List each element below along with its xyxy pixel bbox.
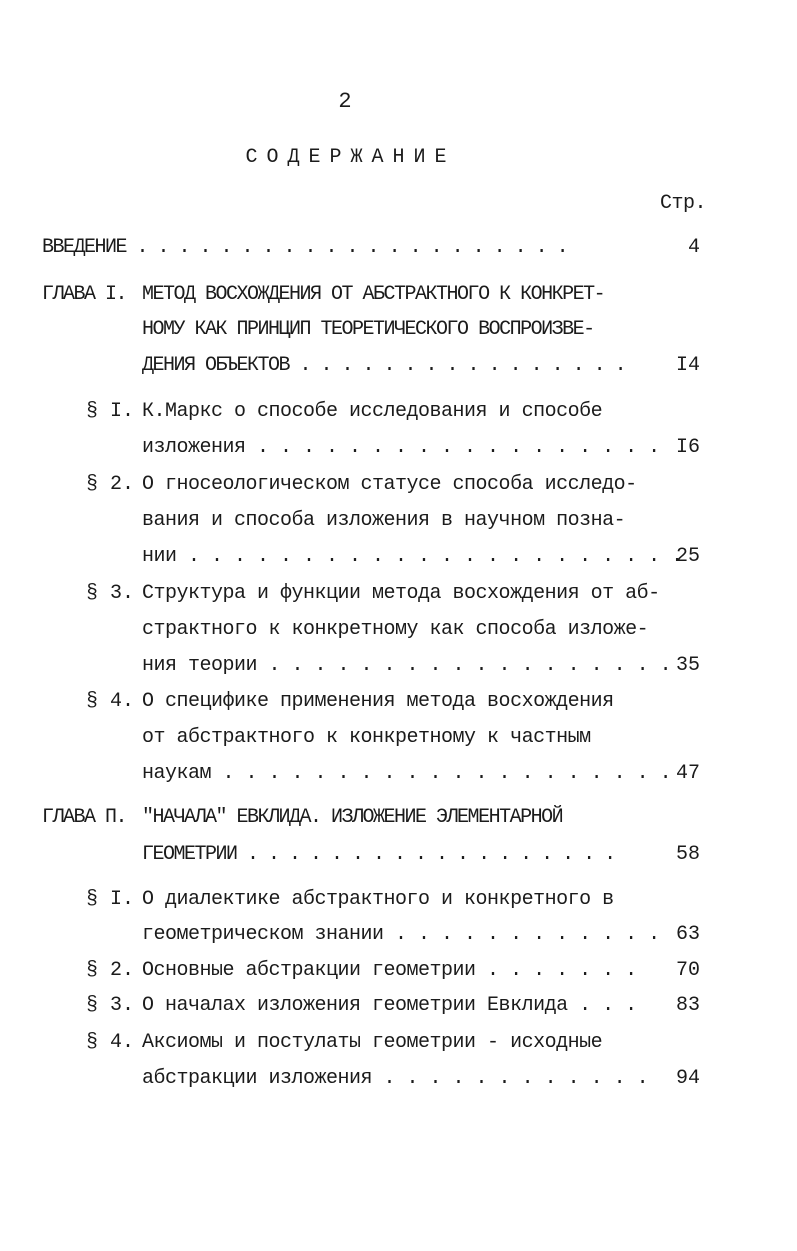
entry-page-number: 83 <box>675 994 700 1017</box>
entry-line: Структура и функции метода восхождения от аб- <box>142 582 660 605</box>
section-label: § 3. <box>86 582 135 605</box>
entry-page-number: 47 <box>675 762 700 785</box>
entry-line: нии . . . . . . . . . . . . . . . . . . . . . . <box>142 545 683 568</box>
entry-line: ния теории . . . . . . . . . . . . . . . . . . <box>142 654 672 677</box>
entry-page-number: 58 <box>675 843 700 866</box>
chapter-label: ГЛАВА П. <box>42 806 127 829</box>
entry-page-number: I4 <box>675 354 700 377</box>
entry-line: от абстрактного к конкретному к частным <box>142 726 591 749</box>
section-label: § 2. <box>86 473 135 496</box>
entry-line: геометрическом знании . . . . . . . . . . . . <box>142 923 660 946</box>
entry-line: О гносеологическом статусе способа исследо- <box>142 473 637 496</box>
entry-line: "НАЧАЛА" ЕВКЛИДА. ИЗЛОЖЕНИЕ ЭЛЕМЕНТАРНОЙ <box>142 806 563 829</box>
entry-line: абстракции изложения . . . . . . . . . . . . <box>142 1067 649 1090</box>
entry-page-number: I6 <box>675 436 700 459</box>
entry-page-number: 4 <box>687 236 700 259</box>
section-label: § 4. <box>86 690 135 713</box>
entry-line: МЕТОД ВОСХОЖДЕНИЯ ОТ АБСТРАКТНОГО К КОНКРЕТ- <box>142 283 605 306</box>
entry-line: НОМУ КАК ПРИНЦИП ТЕОРЕТИЧЕСКОГО ВОСПРОИЗВЕ- <box>142 318 594 341</box>
entry-line: ДЕНИЯ ОБЪЕКТОВ . . . . . . . . . . . . . . . . <box>142 354 626 377</box>
entry-line: ГЕОМЕТРИИ . . . . . . . . . . . . . . . . . . <box>142 843 615 866</box>
entry-line: О специфике применения метода восхождения <box>142 690 614 713</box>
entry-page-number: 70 <box>675 959 700 982</box>
page-number: 2 <box>338 89 352 114</box>
toc-title: СОДЕРЖАНИЕ <box>245 146 456 169</box>
section-label: § I. <box>86 400 135 423</box>
entry-page-number: 25 <box>675 545 700 568</box>
chapter-label: ГЛАВА I. <box>42 283 127 306</box>
entry-page-number: 63 <box>675 923 700 946</box>
entry-line: К.Маркс о способе исследования и способе <box>142 400 603 423</box>
section-label: § 4. <box>86 1031 135 1054</box>
section-label: § 2. <box>86 959 135 982</box>
entry-line: наукам . . . . . . . . . . . . . . . . . . . . <box>142 762 672 785</box>
entry-page-number: 35 <box>675 654 700 677</box>
entry-line: изложения . . . . . . . . . . . . . . . . . . <box>142 436 660 459</box>
page-column-header: Стр. <box>660 192 707 215</box>
entry-line: Аксиомы и постулаты геометрии - исходные <box>142 1031 603 1054</box>
entry-line: Основные абстракции геометрии . . . . . . . <box>142 959 637 982</box>
entry-line: вания и способа изложения в научном позна- <box>142 509 626 532</box>
entry-line: О началах изложения геометрии Евклида . . . <box>142 994 637 1017</box>
entry-line: О диалектике абстрактного и конкретного в <box>142 888 614 911</box>
entry-page-number: 94 <box>675 1067 700 1090</box>
section-label: § 3. <box>86 994 135 1017</box>
section-label: § I. <box>86 888 135 911</box>
entry-line: страктного к конкретному как способа изложе- <box>142 618 649 641</box>
entry-line: ВВЕДЕНИЕ . . . . . . . . . . . . . . . . . . . . . <box>42 236 568 259</box>
